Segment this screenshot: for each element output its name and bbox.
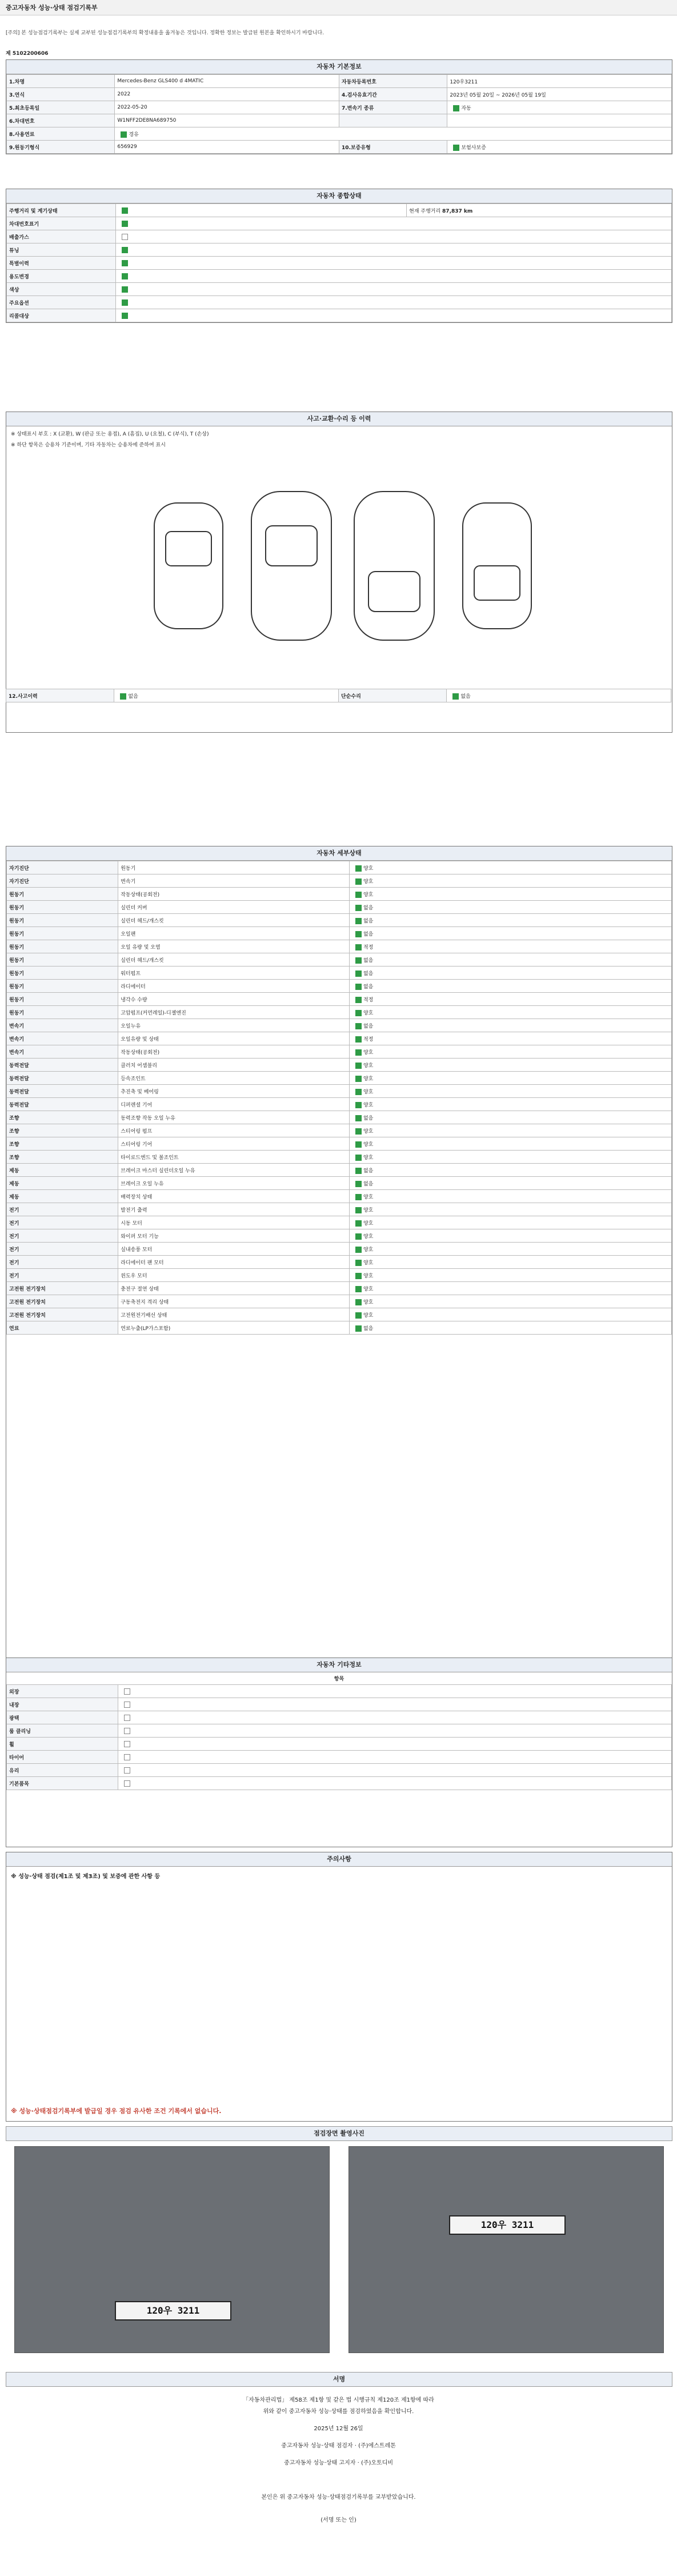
table-row: 고전원 전기장치 충전구 절연 상태 양호: [7, 1282, 672, 1295]
checkbox-checked: [453, 105, 459, 111]
table-row: 전기 라디에이터 팬 모터 양호: [7, 1256, 672, 1269]
notes-heading: ※ 성능·상태 점검(제1조 및 제3조) 및 보증에 관한 사항 등: [11, 1874, 161, 1880]
table-row: 조향 스티어링 펌프 양호: [7, 1124, 672, 1137]
table-row: 원동기 워터펌프 없음: [7, 967, 672, 980]
section-title: 자동차 세부상태: [6, 846, 672, 861]
table-row: 동력전달 추진축 및 베어링 양호: [7, 1085, 672, 1098]
table-row: 전기 실내송풍 모터 양호: [7, 1243, 672, 1256]
inspector-row: 중고자동차 성능·상태 점검자 · (주)에스트레톤: [281, 2443, 396, 2449]
section-title: 자동차 기본정보: [6, 60, 672, 74]
checkbox-checked: [453, 145, 459, 151]
car-diagram: [143, 486, 543, 646]
table-row: 조향 타이로드엔드 및 볼조인트 양호: [7, 1151, 672, 1164]
table-row: 원동기 냉각수 수량 적정: [7, 993, 672, 1006]
table-row: 변속기 오일유량 및 상태 적정: [7, 1032, 672, 1045]
section-title: 사고·교환·수리 등 이력: [6, 412, 672, 426]
table-row: 제동 배력장치 상태 양호: [7, 1190, 672, 1203]
table-row: 원동기 실린더 헤드/개스킷 없음: [7, 914, 672, 927]
receiver-text: 본인은 위 중고자동차 성능·상태점검기록부를 교부받았습니다.: [261, 2494, 416, 2501]
signature-title: 서명: [6, 2372, 672, 2387]
basic-info-table: 1.차명 Mercedes-Benz GLS400 d 4MATIC 자동차등록번호 120우3211 3.연식 2022 4.검사유효기간 2023년 05월 20일 ~ 2026년 05월 19일 5.최초등록일 2022-05-20 7.변속기 종류 자동 6.차대번호 W1NFF2DE8NA689750 8.사용연료 경유 9.원동기형식 656929 10.보증유형 보험사보증: [6, 74, 672, 154]
table-row: 동력전달 디퍼렌셜 기어 양호: [7, 1098, 672, 1111]
document-title: 중고자동차 성능·상태 점검기록부: [6, 4, 98, 11]
table-row: 전기 시동 모터 양호: [7, 1216, 672, 1229]
table-row: 동력전달 클러치 어셈블리 양호: [7, 1059, 672, 1072]
notifier-row: 중고자동차 성능·상태 고지자 · (주)오토디비: [283, 2460, 394, 2466]
table-row: 전기 발전기 출력 양호: [7, 1203, 672, 1216]
table-row: 제동 브레이크 오일 누유 없음: [7, 1177, 672, 1190]
table-row: 자기진단 원동기 양호: [7, 861, 672, 874]
details-section: [6, 846, 672, 1659]
table-row: 동력전달 등속조인트 양호: [7, 1072, 672, 1085]
accident-summary: 12.사고이력 없음 단순수리 없음: [6, 689, 671, 702]
table-row: 고전원 전기장치 고전원전기배선 상태 양호: [7, 1308, 672, 1321]
table-row: 변속기 작동상태(공회전) 양호: [7, 1045, 672, 1059]
table-row: 고전원 전기장치 구동축전지 격리 상태 양호: [7, 1295, 672, 1308]
table-row: 조향 스티어링 기어 양호: [7, 1137, 672, 1151]
table-row: 제동 브레이크 마스터 실린더오일 누유 없음: [7, 1164, 672, 1177]
photos-title: 점검장면 촬영사진: [6, 2126, 672, 2141]
document-number: 제 5102200606: [6, 51, 49, 57]
table-row: 원동기 실린더 커버 없음: [7, 901, 672, 914]
table-row: 원동기 라디에이터 없음: [7, 980, 672, 993]
table-row: 원동기 오일팬 없음: [7, 927, 672, 940]
details-table: [6, 861, 672, 1335]
overall-state-table: 주행거리 및 계기상태 현재 주행거리 87,837 km 차대번호표기 배출가스 튜닝 특별이력 용도변경 색상 주요옵션 리콜대상: [6, 203, 672, 322]
inspection-photo-rear: [348, 2146, 664, 2353]
table-row: 원동기 실린더 헤드/개스킷 없음: [7, 953, 672, 967]
table-row: 전기 와이퍼 모터 기능 양호: [7, 1229, 672, 1243]
table-row: 조향 동력조향 작동 오일 누유 없음: [7, 1111, 672, 1124]
notice-text: [주의] 본 성능점검기록부는 실제 교부된 성능점검기록부의 확정내용을 옮겨놓은 것입니다. 정확한 정보는 발급된 원본을 확인하시기 바랍니다.: [6, 30, 325, 36]
other-info-section: [6, 1658, 672, 1847]
checkbox-checked: [121, 131, 127, 138]
table-row: 전기 윈도우 모터 양호: [7, 1269, 672, 1282]
section-title: 자동차 기타정보: [6, 1658, 672, 1672]
signature-date: 2025년 12월 26일: [314, 2426, 363, 2432]
basic-info-section: [6, 59, 672, 154]
document-header: [0, 0, 677, 15]
table-row: 원동기 작동상태(공회전) 양호: [7, 888, 672, 901]
notes-section: [6, 1852, 672, 2122]
signature-line-1: 「자동차관리법」 제58조 제1항 및 같은 법 시행규칙 제120조 제1항에 따라: [243, 2397, 434, 2403]
section-title: 주의사항: [6, 1852, 672, 1867]
signature-line-2: 위와 같이 중고자동차 성능·상태를 점검하였음을 확인합니다.: [263, 2409, 414, 2415]
table-row: 자기진단 변속기 양호: [7, 874, 672, 888]
table-row: 원동기 고압펌프(커먼레일)-디젤엔진 양호: [7, 1006, 672, 1019]
overall-state-section: [6, 189, 672, 323]
table-row: 연료 연료누출(LP가스포함) 없음: [7, 1321, 672, 1335]
section-title: 자동차 종합상태: [6, 189, 672, 203]
other-info-table: 외장 내장 광택 룸 클리닝 휠 타이어 유리 기본품목: [6, 1684, 672, 1790]
inspection-photo-front: [14, 2146, 330, 2353]
notes-footer: ※ 성능·상태점검기록부에 발급일 경우 점검 유사한 조건 기록에서 없습니다.: [11, 2107, 222, 2115]
license-plate: 120우 3211: [449, 2215, 566, 2235]
legend-text: ※ 상태표시 부호 : X (교환), W (판금 또는 용접), A (흠집), U (요철), C (부식), T (손상): [11, 432, 209, 437]
license-plate: 120우 3211: [115, 2301, 231, 2321]
other-subtitle: 항목: [334, 1676, 344, 1682]
table-row: 변속기 오일누유 없음: [7, 1019, 672, 1032]
sign-label: (서명 또는 인): [321, 2517, 356, 2523]
legend-text-2: ※ 하단 항목은 승용차 기준이며, 기타 자동차는 승용차에 준하여 표시: [11, 442, 166, 448]
table-row: 원동기 오일 유량 및 오염 적정: [7, 940, 672, 953]
